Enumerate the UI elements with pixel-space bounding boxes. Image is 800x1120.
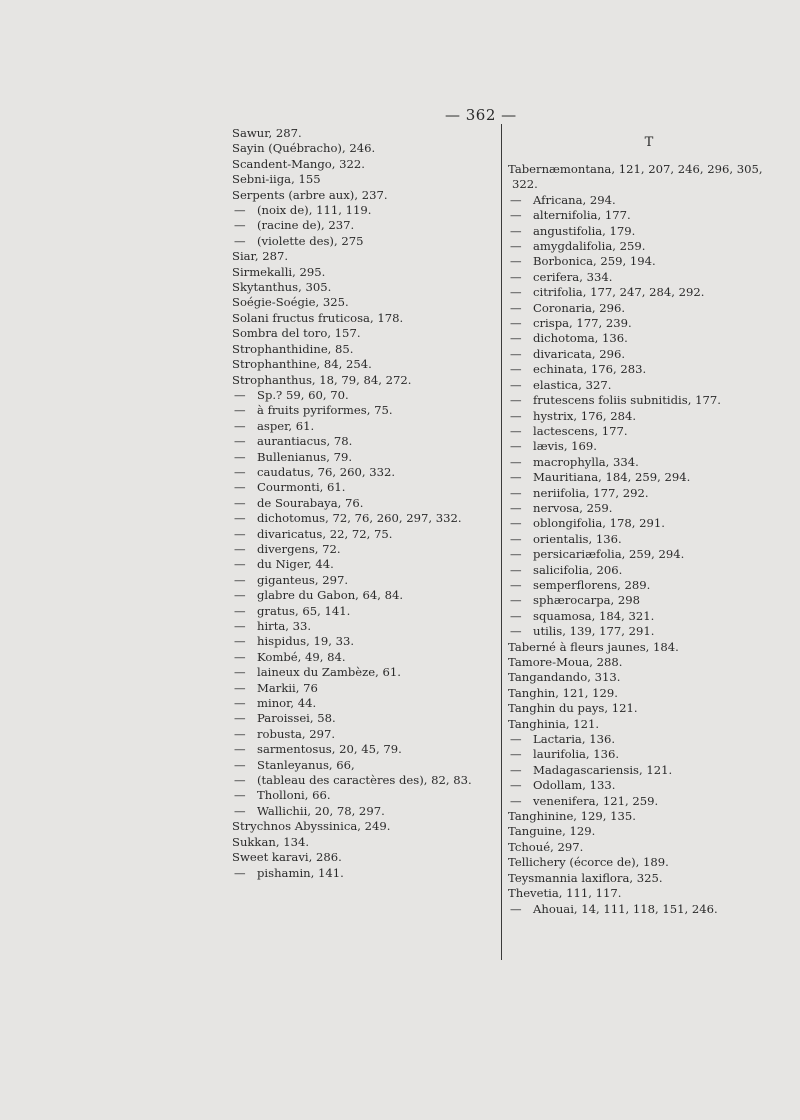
- right-index-column: [508, 126, 790, 917]
- index-subentry: — robusta, 297.: [232, 727, 494, 742]
- index-subentry: — salicifolia, 206.: [508, 563, 790, 578]
- index-entry: Siar, 287.: [232, 249, 289, 264]
- index-subentry: — du Niger, 44.: [232, 557, 494, 572]
- index-subentry: — Lactaria, 136.: [508, 732, 790, 747]
- index-entry: Strophanthus, 18, 79, 84, 272.: [232, 372, 412, 387]
- index-subentry: — (tableau des caractères des), 82, 83.: [232, 773, 494, 788]
- index-subentry: — semperflorens, 289.: [508, 578, 790, 593]
- index-entry: Sukkan, 134.: [232, 834, 310, 849]
- index-entry: Tamore-Moua, 288.: [508, 655, 623, 669]
- section-letter: T: [644, 135, 654, 150]
- index-subentry: — dichotoma, 136.: [508, 331, 790, 346]
- index-subentry: — orientalis, 136.: [508, 532, 790, 547]
- index-subentry: — frutescens foliis subnitidis, 177.: [508, 393, 790, 408]
- index-entry: Strophanthidine, 85.: [232, 341, 354, 356]
- index-subentry: — Borbonica, 259, 194.: [508, 254, 790, 269]
- index-subentry: — hispidus, 19, 33.: [232, 634, 494, 649]
- index-entry: Sayin (Québracho), 246.: [232, 141, 376, 156]
- left-index-column: [232, 126, 494, 881]
- index-entry: 322.: [512, 177, 538, 192]
- index-subentry: — alternifolia, 177.: [508, 208, 790, 223]
- index-entry: Tanghin, 121, 129.: [508, 685, 618, 700]
- index-subentry: — glabre du Gabon, 64, 84.: [232, 588, 494, 603]
- index-subentry: — amygdalifolia, 259.: [508, 239, 790, 254]
- index-entry: Soégie-Soégie, 325.: [232, 295, 349, 310]
- index-subentry: — à fruits pyriformes, 75.: [232, 403, 494, 418]
- index-subentry: — Tholloni, 66.: [232, 788, 494, 803]
- page-number: — 362 —: [445, 106, 517, 124]
- index-subentry: — venenifera, 121, 259.: [508, 794, 790, 809]
- index-subentry: — de Sourabaya, 76.: [232, 496, 494, 511]
- index-subentry: — utilis, 139, 177, 291.: [508, 624, 790, 639]
- index-subentry: — elastica, 327.: [508, 378, 790, 393]
- index-entry: Scandent-Mango, 322.: [232, 156, 365, 171]
- index-subentry: — Stanleyanus, 66,: [232, 758, 494, 773]
- index-subentry: — giganteus, 297.: [232, 573, 494, 588]
- index-subentry: — laurifolia, 136.: [508, 747, 790, 762]
- index-subentry: — crispa, 177, 239.: [508, 316, 790, 331]
- index-entry: Skytanthus, 305.: [232, 280, 332, 295]
- index-subentry: — (noix de), 111, 119.: [232, 203, 494, 218]
- index-entry: Tanghinine, 129, 135.: [508, 809, 636, 824]
- index-entry: Tellichery (écorce de), 189.: [508, 855, 669, 870]
- index-subentry: — Madagascariensis, 121.: [508, 763, 790, 778]
- index-subentry: — squamosa, 184, 321.: [508, 609, 790, 624]
- index-subentry: — hystrix, 176, 284.: [508, 409, 790, 424]
- index-subentry: — aurantiacus, 78.: [232, 434, 494, 449]
- index-subentry: — Markii, 76: [232, 681, 494, 696]
- index-subentry: — sarmentosus, 20, 45, 79.: [232, 742, 494, 757]
- index-subentry: — Wallichii, 20, 78, 297.: [232, 804, 494, 819]
- index-entry: Tchoué, 297.: [508, 839, 584, 854]
- index-subentry: — divaricata, 296.: [508, 347, 790, 362]
- index-subentry: — Paroissei, 58.: [232, 711, 494, 726]
- index-subentry: — neriifolia, 177, 292.: [508, 486, 790, 501]
- index-subentry: — divaricatus, 22, 72, 75.: [232, 527, 494, 542]
- index-subentry: — macrophylla, 334.: [508, 455, 790, 470]
- index-subentry: — sphærocarpa, 298: [508, 593, 790, 608]
- index-subentry: — oblongifolia, 178, 291.: [508, 516, 790, 531]
- index-subentry: — citrifolia, 177, 247, 284, 292.: [508, 285, 790, 300]
- index-subentry: — (violette des), 275: [232, 234, 494, 249]
- index-entry: Strychnos Abyssinica, 249.: [232, 819, 391, 834]
- right-index-entries: [508, 162, 790, 917]
- index-entry: Strophanthine, 84, 254.: [232, 357, 372, 372]
- index-subentry: — persicariæfolia, 259, 294.: [508, 547, 790, 562]
- index-subentry: — Africana, 294.: [508, 193, 790, 208]
- index-entry: Sirmekalli, 295.: [232, 264, 326, 279]
- index-subentry: — asper, 61.: [232, 419, 494, 434]
- index-subentry: — minor, 44.: [232, 696, 494, 711]
- index-subentry: — nervosa, 259.: [508, 501, 790, 516]
- index-entry: Sweet karavi, 286.: [232, 850, 342, 865]
- index-entry: Sebni-iiga, 155: [232, 172, 321, 187]
- index-entry: Taberné à fleurs jaunes, 184.: [508, 639, 679, 654]
- index-entry: Tanghin du pays, 121.: [508, 701, 638, 716]
- index-entry: Thevetia, 111, 117.: [508, 886, 622, 901]
- index-subentry: — Ahouai, 14, 111, 118, 151, 246.: [508, 902, 790, 917]
- index-subentry: — pishamin, 141.: [232, 866, 494, 881]
- index-subentry: — Odollam, 133.: [508, 778, 790, 793]
- index-subentry: — echinata, 176, 283.: [508, 362, 790, 377]
- index-subentry: — divergens, 72.: [232, 542, 494, 557]
- index-entry: Tanguine, 129.: [508, 824, 596, 839]
- index-subentry: — caudatus, 76, 260, 332.: [232, 465, 494, 480]
- column-divider: [501, 124, 502, 960]
- index-subentry: — Coronaria, 296.: [508, 301, 790, 316]
- index-entry: Teysmannia laxiflora, 325.: [508, 870, 663, 885]
- index-subentry: — angustifolia, 179.: [508, 224, 790, 239]
- index-entry: Tangandando, 313.: [508, 670, 621, 685]
- index-subentry: — Kombé, 49, 84.: [232, 650, 494, 665]
- index-subentry: — Sp.? 59, 60, 70.: [232, 388, 494, 403]
- index-subentry: — lactescens, 177.: [508, 424, 790, 439]
- index-entry: Serpents (arbre aux), 237.: [232, 187, 388, 202]
- index-subentry: — lævis, 169.: [508, 439, 790, 454]
- index-subentry: — Bullenianus, 79.: [232, 450, 494, 465]
- index-subentry: — hirta, 33.: [232, 619, 494, 634]
- index-subentry: — gratus, 65, 141.: [232, 604, 494, 619]
- index-subentry: — cerifera, 334.: [508, 270, 790, 285]
- index-entry: Solani fructus fruticosa, 178.: [232, 310, 404, 325]
- index-subentry: — (racine de), 237.: [232, 218, 494, 233]
- index-subentry: — Courmonti, 61.: [232, 480, 494, 495]
- index-entry: Tanghinia, 121.: [508, 716, 600, 731]
- index-subentry: — Mauritiana, 184, 259, 294.: [508, 470, 790, 485]
- index-subentry: — dichotomus, 72, 76, 260, 297, 332.: [232, 511, 494, 526]
- index-subentry: — laineux du Zambèze, 61.: [232, 665, 494, 680]
- index-entry: Sawur, 287.: [232, 126, 302, 140]
- index-entry: Sombra del toro, 157.: [232, 326, 361, 341]
- index-entry: Tabernæmontana, 121, 207, 246, 296, 305,: [508, 162, 763, 176]
